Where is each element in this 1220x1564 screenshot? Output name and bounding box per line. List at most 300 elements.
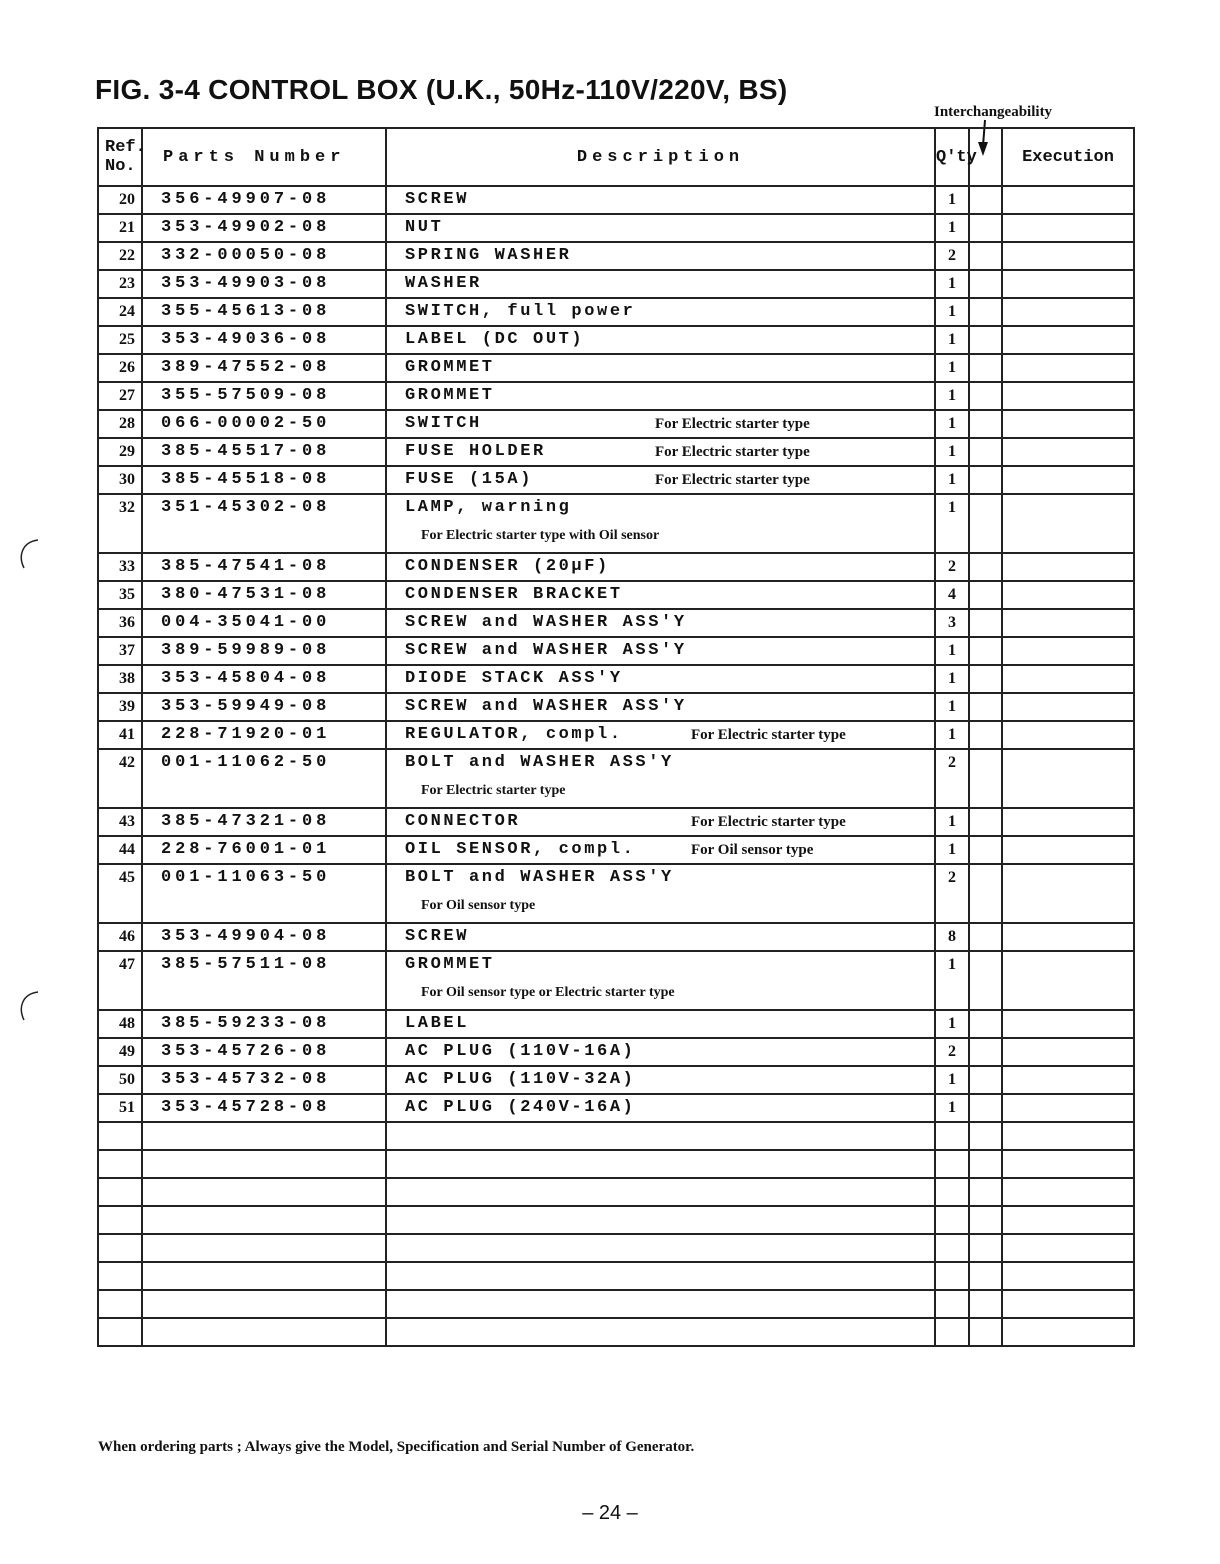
blank-row (98, 1318, 1134, 1346)
interchangeability-cell (969, 1010, 1002, 1038)
parts-number-cell: 356-49907-08 (142, 186, 386, 214)
description-cell (386, 326, 935, 354)
interchangeability-cell (969, 721, 1002, 749)
ref-no-cell: 42 (98, 749, 142, 808)
description-cell (386, 494, 935, 553)
parts-number-cell: 066-00002-50 (142, 410, 386, 438)
description-text: REGULATOR, compl. (405, 725, 623, 744)
execution-cell (1002, 1038, 1134, 1066)
interchangeability-cell (969, 923, 1002, 951)
ref-no-cell: 35 (98, 581, 142, 609)
blank-cell (98, 1150, 142, 1178)
punch-hole-mark (12, 536, 42, 576)
ref-no-cell: 50 (98, 1066, 142, 1094)
interchangeability-cell (969, 410, 1002, 438)
blank-cell (98, 1318, 142, 1346)
execution-cell (1002, 410, 1134, 438)
execution-cell (1002, 1066, 1134, 1094)
parts-number-cell: 353-45726-08 (142, 1038, 386, 1066)
blank-cell (969, 1122, 1002, 1150)
parts-number-cell: 355-45613-08 (142, 298, 386, 326)
ref-no-cell: 23 (98, 270, 142, 298)
interchangeability-cell (969, 581, 1002, 609)
qty-cell: 1 (935, 637, 969, 665)
qty-header: Q'ty (935, 128, 969, 186)
ref-no-cell: 49 (98, 1038, 142, 1066)
qty-cell: 2 (935, 242, 969, 270)
execution-cell (1002, 553, 1134, 581)
blank-cell (935, 1290, 969, 1318)
description-text: GROMMET (405, 955, 495, 974)
ref-no-cell: 38 (98, 665, 142, 693)
blank-cell (142, 1206, 386, 1234)
parts-number-cell: 353-49902-08 (142, 214, 386, 242)
table-row (98, 581, 1134, 609)
interchangeability-cell (969, 609, 1002, 637)
figure-title: FIG. 3-4 CONTROL BOX (U.K., 50Hz-110V/220V, BS) (95, 74, 788, 105)
table-row (98, 665, 1134, 693)
ref-header-line1: Ref. (105, 138, 146, 157)
interchangeability-cell (969, 808, 1002, 836)
qty-cell: 1 (935, 494, 969, 553)
blank-cell (1002, 1122, 1134, 1150)
blank-cell (969, 1262, 1002, 1290)
qty-cell: 8 (935, 923, 969, 951)
description-cell (386, 609, 935, 637)
interchangeability-cell (969, 951, 1002, 1010)
description-cell (386, 581, 935, 609)
blank-cell (98, 1262, 142, 1290)
description-text: AC PLUG (110V-32A) (405, 1070, 636, 1089)
table-row (98, 214, 1134, 242)
table-row (98, 693, 1134, 721)
ref-no-cell: 25 (98, 326, 142, 354)
description-text: DIODE STACK ASS'Y (405, 669, 623, 688)
blank-cell (98, 1234, 142, 1262)
description-subnote: For Oil sensor type (421, 898, 536, 913)
parts-number-cell: 004-35041-00 (142, 609, 386, 637)
execution-cell (1002, 808, 1134, 836)
blank-cell (935, 1150, 969, 1178)
interchangeability-cell (969, 326, 1002, 354)
description-text: AC PLUG (110V-16A) (405, 1042, 636, 1061)
execution-cell (1002, 836, 1134, 864)
parts-number-cell: 353-45732-08 (142, 1066, 386, 1094)
blank-cell (98, 1206, 142, 1234)
description-cell (386, 693, 935, 721)
table-row (98, 186, 1134, 214)
ref-no-cell: 22 (98, 242, 142, 270)
table-row (98, 808, 1134, 836)
blank-cell (935, 1234, 969, 1262)
blank-row (98, 1262, 1134, 1290)
description-subnote: For Oil sensor type or Electric starter type (421, 985, 675, 1000)
qty-cell: 2 (935, 1038, 969, 1066)
ordering-footnote: When ordering parts ; Always give the Model, Specification and Serial Number of Generator. (98, 1439, 695, 1455)
ref-no-cell: 24 (98, 298, 142, 326)
blank-cell (142, 1262, 386, 1290)
qty-cell: 1 (935, 270, 969, 298)
interchangeability-cell (969, 553, 1002, 581)
description-text: LABEL (DC OUT) (405, 330, 585, 349)
blank-row (98, 1150, 1134, 1178)
qty-cell: 2 (935, 553, 969, 581)
blank-cell (386, 1122, 935, 1150)
interchangeability-cell (969, 836, 1002, 864)
description-cell (386, 382, 935, 410)
parts-number-cell: 389-59989-08 (142, 637, 386, 665)
description-text: NUT (405, 218, 444, 237)
blank-cell (969, 1150, 1002, 1178)
ref-no-cell: 43 (98, 808, 142, 836)
interchangeability-cell (969, 438, 1002, 466)
blank-cell (969, 1206, 1002, 1234)
parts-number-cell: 380-47531-08 (142, 581, 386, 609)
description-text: BOLT and WASHER ASS'Y (405, 753, 674, 772)
qty-cell: 2 (935, 749, 969, 808)
description-header: Description (386, 128, 935, 186)
blank-cell (98, 1122, 142, 1150)
execution-cell (1002, 864, 1134, 923)
description-cell (386, 298, 935, 326)
execution-cell (1002, 951, 1134, 1010)
description-text: FUSE (15A) (405, 470, 534, 489)
description-text: LABEL (405, 1014, 470, 1033)
execution-cell (1002, 214, 1134, 242)
description-subnote: For Electric starter type with Oil sensor (421, 528, 660, 543)
qty-cell: 1 (935, 410, 969, 438)
interchangeability-cell (969, 466, 1002, 494)
interchangeability-cell (969, 1066, 1002, 1094)
blank-cell (98, 1290, 142, 1318)
execution-cell (1002, 186, 1134, 214)
table-row (98, 609, 1134, 637)
interchangeability-cell (969, 864, 1002, 923)
blank-cell (142, 1122, 386, 1150)
ref-no-cell: 51 (98, 1094, 142, 1122)
blank-cell (142, 1178, 386, 1206)
parts-number-cell: 389-47552-08 (142, 354, 386, 382)
description-text: SCREW and WASHER ASS'Y (405, 697, 687, 716)
description-cell (386, 354, 935, 382)
interchangeability-cell (969, 270, 1002, 298)
interchangeability-label: Interchangeability (934, 104, 1053, 120)
description-cell (386, 1066, 935, 1094)
execution-cell (1002, 270, 1134, 298)
blank-cell (1002, 1150, 1134, 1178)
description-cell (386, 438, 935, 466)
description-text: CONDENSER (20μF) (405, 557, 610, 576)
execution-cell (1002, 298, 1134, 326)
table-row (98, 749, 1134, 808)
qty-cell: 1 (935, 1094, 969, 1122)
table-row (98, 864, 1134, 923)
blank-row (98, 1290, 1134, 1318)
description-note: For Electric starter type (655, 472, 810, 488)
execution-cell (1002, 637, 1134, 665)
table-row (98, 836, 1134, 864)
description-cell (386, 1038, 935, 1066)
blank-cell (935, 1206, 969, 1234)
blank-cell (386, 1206, 935, 1234)
parts-number-cell: 385-45518-08 (142, 466, 386, 494)
ref-no-cell: 30 (98, 466, 142, 494)
interchangeability-cell (969, 214, 1002, 242)
blank-cell (386, 1150, 935, 1178)
parts-number-cell: 385-57511-08 (142, 951, 386, 1010)
blank-cell (935, 1178, 969, 1206)
execution-cell (1002, 609, 1134, 637)
table-row (98, 438, 1134, 466)
table-row (98, 1010, 1134, 1038)
blank-cell (969, 1178, 1002, 1206)
description-text: OIL SENSOR, compl. (405, 840, 636, 859)
ref-no-cell: 46 (98, 923, 142, 951)
ref-no-cell: 48 (98, 1010, 142, 1038)
parts-number-cell: 001-11062-50 (142, 749, 386, 808)
execution-cell (1002, 665, 1134, 693)
interchangeability-cell (969, 494, 1002, 553)
blank-cell (1002, 1318, 1134, 1346)
execution-cell (1002, 581, 1134, 609)
description-text: BOLT and WASHER ASS'Y (405, 868, 674, 887)
execution-cell (1002, 466, 1134, 494)
blank-cell (386, 1262, 935, 1290)
qty-cell: 4 (935, 581, 969, 609)
parts-table (97, 127, 1135, 1347)
blank-cell (1002, 1178, 1134, 1206)
parts-number-cell: 385-47541-08 (142, 553, 386, 581)
execution-cell (1002, 749, 1134, 808)
blank-cell (142, 1150, 386, 1178)
ref-no-cell: 47 (98, 951, 142, 1010)
ref-no-cell: 20 (98, 186, 142, 214)
description-text: CONNECTOR (405, 812, 521, 831)
description-text: SCREW and WASHER ASS'Y (405, 641, 687, 660)
table-row (98, 494, 1134, 553)
description-cell (386, 186, 935, 214)
description-cell (386, 951, 935, 1010)
parts-number-cell: 353-45804-08 (142, 665, 386, 693)
qty-cell: 1 (935, 1066, 969, 1094)
qty-cell: 1 (935, 951, 969, 1010)
description-cell (386, 553, 935, 581)
description-subnote: For Electric starter type (421, 783, 566, 798)
parts-number-cell: 001-11063-50 (142, 864, 386, 923)
blank-cell (142, 1234, 386, 1262)
parts-number-cell: 228-71920-01 (142, 721, 386, 749)
description-cell (386, 749, 935, 808)
ref-no-cell: 44 (98, 836, 142, 864)
description-cell (386, 466, 935, 494)
parts-number-header: Parts Number (142, 128, 386, 186)
qty-cell: 2 (935, 864, 969, 923)
ref-no-cell: 41 (98, 721, 142, 749)
interchangeability-cell (969, 186, 1002, 214)
description-text: SCREW and WASHER ASS'Y (405, 613, 687, 632)
description-cell (386, 864, 935, 923)
interchangeability-cell (969, 242, 1002, 270)
description-cell (386, 637, 935, 665)
interchangeability-cell (969, 693, 1002, 721)
description-cell (386, 665, 935, 693)
blank-cell (969, 1318, 1002, 1346)
table-row (98, 553, 1134, 581)
qty-cell: 1 (935, 1010, 969, 1038)
description-cell (386, 923, 935, 951)
parts-number-cell: 332-00050-08 (142, 242, 386, 270)
blank-row (98, 1234, 1134, 1262)
parts-number-cell: 228-76001-01 (142, 836, 386, 864)
execution-cell (1002, 382, 1134, 410)
execution-cell (1002, 438, 1134, 466)
blank-cell (935, 1262, 969, 1290)
description-cell (386, 721, 935, 749)
table-row (98, 242, 1134, 270)
description-text: SPRING WASHER (405, 246, 572, 265)
description-text: SCREW (405, 927, 470, 946)
parts-number-cell: 353-49036-08 (142, 326, 386, 354)
execution-cell (1002, 242, 1134, 270)
ref-header-line2: No. (105, 157, 136, 176)
description-cell (386, 270, 935, 298)
parts-number-cell: 385-59233-08 (142, 1010, 386, 1038)
blank-cell (1002, 1262, 1134, 1290)
parts-number-cell: 353-49904-08 (142, 923, 386, 951)
table-header-row (98, 128, 1134, 186)
blank-cell (935, 1318, 969, 1346)
description-text: SCREW (405, 190, 470, 209)
blank-row (98, 1178, 1134, 1206)
table-row (98, 923, 1134, 951)
ref-no-cell: 36 (98, 609, 142, 637)
description-cell (386, 214, 935, 242)
blank-cell (142, 1318, 386, 1346)
blank-cell (1002, 1234, 1134, 1262)
execution-cell (1002, 494, 1134, 553)
description-note: For Electric starter type (655, 416, 810, 432)
description-text: AC PLUG (240V-16A) (405, 1098, 636, 1117)
ref-no-cell: 32 (98, 494, 142, 553)
parts-number-cell: 351-45302-08 (142, 494, 386, 553)
qty-cell: 1 (935, 214, 969, 242)
punch-hole-mark (12, 988, 42, 1028)
blank-cell (386, 1234, 935, 1262)
parts-number-cell: 353-45728-08 (142, 1094, 386, 1122)
parts-number-cell: 353-59949-08 (142, 693, 386, 721)
interchangeability-cell (969, 637, 1002, 665)
execution-header: Execution (1002, 128, 1134, 186)
blank-cell (969, 1290, 1002, 1318)
qty-cell: 1 (935, 466, 969, 494)
description-text: LAMP, warning (405, 498, 572, 517)
table-row (98, 1038, 1134, 1066)
execution-cell (1002, 721, 1134, 749)
blank-cell (1002, 1206, 1134, 1234)
parts-number-cell: 353-49903-08 (142, 270, 386, 298)
description-note: For Oil sensor type (691, 842, 814, 858)
table-row (98, 382, 1134, 410)
description-text: WASHER (405, 274, 482, 293)
interchangeability-cell (969, 382, 1002, 410)
page-number: – 24 – (582, 1502, 638, 1524)
qty-cell: 1 (935, 665, 969, 693)
description-cell (386, 836, 935, 864)
blank-row (98, 1206, 1134, 1234)
execution-cell (1002, 1010, 1134, 1038)
qty-cell: 1 (935, 354, 969, 382)
description-cell (386, 1010, 935, 1038)
table-row (98, 951, 1134, 1010)
ref-no-cell: 45 (98, 864, 142, 923)
table-row (98, 410, 1134, 438)
qty-cell: 1 (935, 721, 969, 749)
qty-cell: 1 (935, 298, 969, 326)
description-note: For Electric starter type (691, 727, 846, 743)
parts-number-cell: 385-47321-08 (142, 808, 386, 836)
qty-cell: 1 (935, 693, 969, 721)
interchangeability-cell (969, 749, 1002, 808)
ref-no-cell: 33 (98, 553, 142, 581)
qty-cell: 1 (935, 382, 969, 410)
qty-cell: 1 (935, 438, 969, 466)
table-row (98, 637, 1134, 665)
execution-cell (1002, 1094, 1134, 1122)
execution-cell (1002, 354, 1134, 382)
execution-cell (1002, 693, 1134, 721)
interchangeability-cell (969, 665, 1002, 693)
blank-cell (142, 1290, 386, 1318)
ref-no-cell: 39 (98, 693, 142, 721)
ref-no-cell: 37 (98, 637, 142, 665)
interchangeability-cell (969, 354, 1002, 382)
parts-number-cell: 355-57509-08 (142, 382, 386, 410)
description-text: SWITCH (405, 414, 482, 433)
ref-no-cell: 21 (98, 214, 142, 242)
execution-cell (1002, 326, 1134, 354)
blank-cell (386, 1318, 935, 1346)
qty-cell: 1 (935, 808, 969, 836)
interchangeability-cell (969, 298, 1002, 326)
description-cell (386, 1094, 935, 1122)
description-text: GROMMET (405, 386, 495, 405)
parts-number-cell: 385-45517-08 (142, 438, 386, 466)
description-text: SWITCH, full power (405, 302, 636, 321)
interchangeability-cell (969, 1094, 1002, 1122)
description-cell (386, 410, 935, 438)
ref-no-header (98, 128, 146, 186)
blank-cell (935, 1122, 969, 1150)
table-row (98, 721, 1134, 749)
ref-no-cell: 27 (98, 382, 142, 410)
table-row (98, 298, 1134, 326)
description-cell (386, 808, 935, 836)
description-note: For Electric starter type (691, 814, 846, 830)
blank-cell (386, 1178, 935, 1206)
blank-cell (98, 1178, 142, 1206)
ref-no-cell: 28 (98, 410, 142, 438)
blank-row (98, 1122, 1134, 1150)
qty-cell: 1 (935, 326, 969, 354)
qty-cell: 1 (935, 186, 969, 214)
table-row (98, 466, 1134, 494)
blank-cell (1002, 1290, 1134, 1318)
description-text: FUSE HOLDER (405, 442, 546, 461)
description-note: For Electric starter type (655, 444, 810, 460)
description-text: CONDENSER BRACKET (405, 585, 623, 604)
blank-cell (969, 1234, 1002, 1262)
table-row (98, 354, 1134, 382)
